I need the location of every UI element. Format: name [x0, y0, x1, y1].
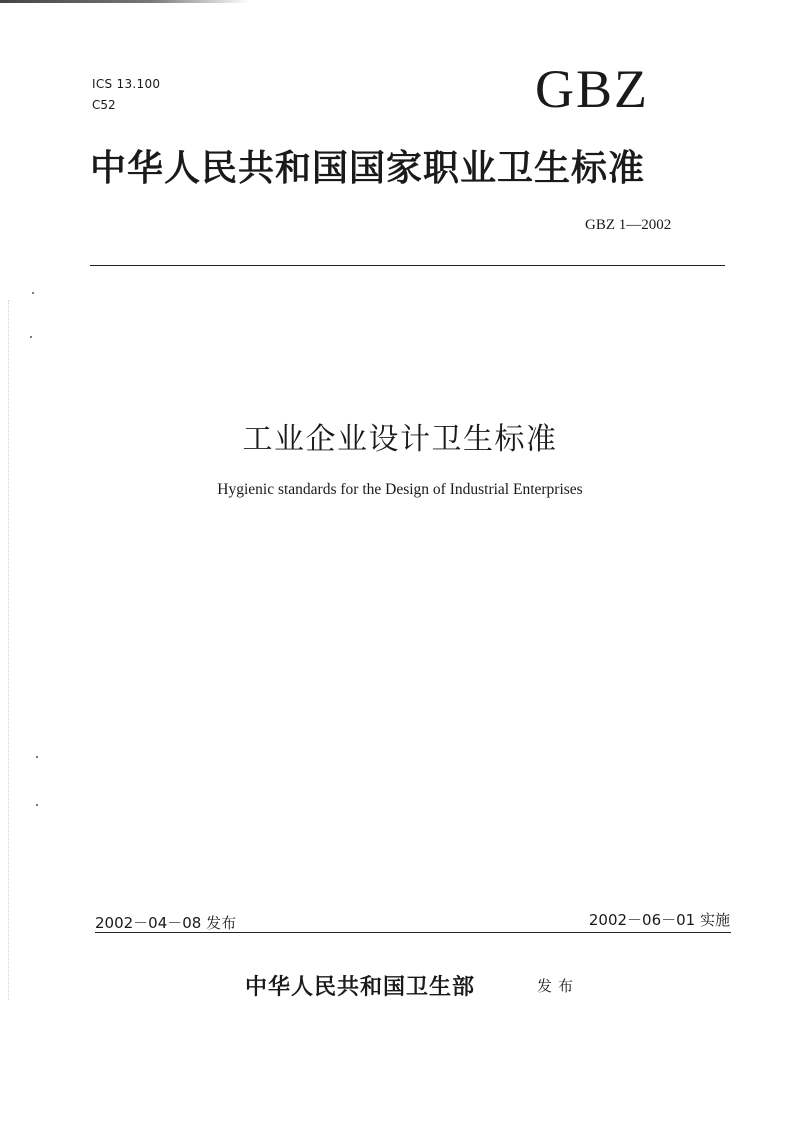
scan-edge-mark: [0, 0, 250, 3]
gbz-logo: GBZ: [535, 59, 649, 119]
binding-edge-dots: [8, 300, 9, 1000]
standard-category-title: 中华人民共和国国家职业卫生标准: [90, 147, 646, 189]
scan-speck: [30, 336, 32, 338]
footer-divider: [95, 932, 731, 933]
publisher-name: 中华人民共和国卫生部: [245, 974, 476, 1000]
document-title-en: Hygienic standards for the Design of Industrial Enterprises: [217, 481, 583, 498]
standard-number: GBZ 1—2002: [585, 217, 672, 233]
effective-date: 2002－06－01 实施: [588, 911, 730, 929]
scan-speck: [36, 756, 38, 758]
scan-speck: [36, 804, 38, 806]
header-divider: [90, 265, 725, 266]
ccs-code: C52: [92, 98, 116, 112]
issue-date: 2002－04－08 发布: [95, 914, 237, 932]
publisher-suffix: 发布: [537, 977, 580, 995]
scan-speck: [32, 292, 34, 294]
ics-code: ICS 13.100: [92, 77, 161, 91]
document-title-cn: 工业企业设计卫生标准: [242, 422, 558, 457]
